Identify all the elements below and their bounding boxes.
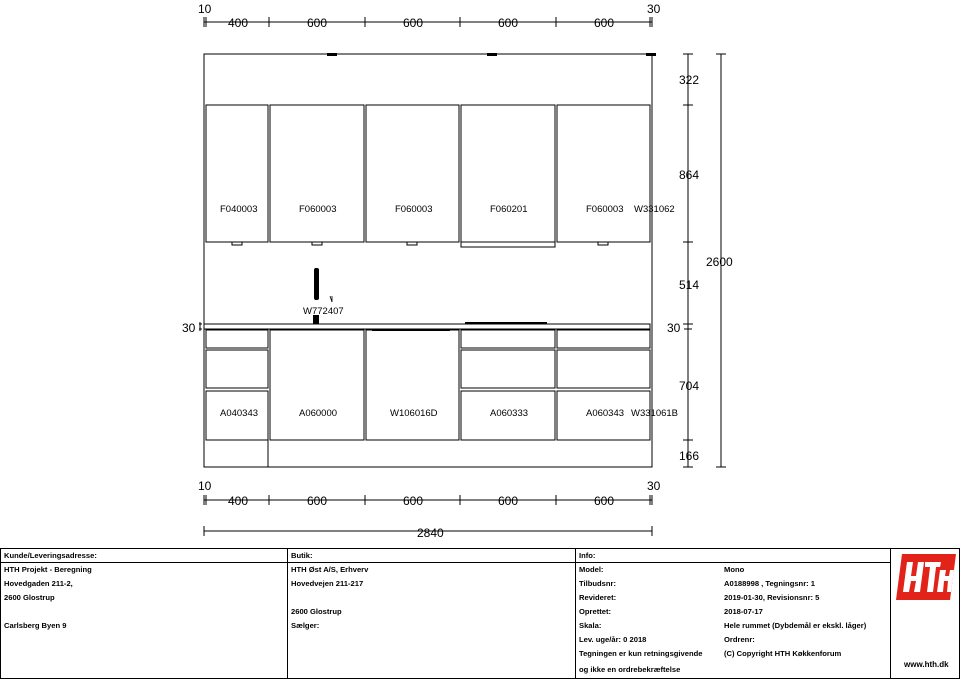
bottom-offset-left: 10 (198, 479, 212, 493)
bottom-width-5: 600 (594, 494, 615, 508)
bottom-width-2: 600 (307, 494, 328, 508)
base-drawer-4a (461, 330, 555, 348)
base-unit-code: W106016D (390, 408, 438, 419)
wall-unit-code: F040003 (220, 204, 258, 215)
bottom-offset-right: 30 (647, 479, 661, 493)
wall-cabinet-2 (270, 105, 364, 242)
wall-cabinet-1 (206, 105, 268, 242)
room-outline (204, 54, 652, 467)
website-link[interactable]: www.hth.dk (904, 660, 949, 669)
bottom-width-4: 600 (498, 494, 519, 508)
info-header: Info: (579, 551, 596, 560)
bottom-width-1: 400 (228, 494, 249, 508)
base-drawer-5a (557, 330, 650, 348)
wall-cabinet-4 (461, 105, 555, 242)
wall-side-panel-code: W331062 (634, 204, 675, 215)
wall-cabinet-5 (557, 105, 650, 242)
note-line: og ikke en ordrebekræftelse (579, 665, 681, 674)
ceiling-fixture-2 (487, 53, 497, 56)
customer-line: Carlsberg Byen 9 (4, 621, 67, 630)
base-unit-code: A060000 (299, 408, 338, 419)
top-offset-left: 10 (198, 2, 212, 16)
customer-line: 2600 Glostrup (4, 593, 55, 602)
sink-edge (372, 329, 450, 331)
top-width-1: 400 (228, 16, 249, 30)
customer-line: Hovedgaden 211-2, (4, 579, 73, 588)
base-unit-code: A060343 (586, 408, 625, 419)
base-cabinet-2 (270, 330, 364, 440)
base-drawer-4b (461, 350, 555, 388)
ceiling-fixture-1 (327, 53, 337, 56)
order-label: Ordrenr: (724, 635, 755, 644)
bottom-width-3: 600 (403, 494, 424, 508)
ceiling-fixture-3 (646, 53, 656, 56)
revised-value: 2019-01-30, Revisionsnr: 5 (724, 593, 820, 602)
base-drawer-5b (557, 350, 650, 388)
shop-header: Butik: (291, 551, 313, 560)
offer-label: Tilbudsnr: (579, 579, 616, 588)
base-drawer-1b (206, 350, 268, 388)
wall-unit-code: F060003 (299, 204, 337, 215)
wall-cabinet-3 (366, 105, 459, 242)
note-line: Tegningen er kun retningsgivende (579, 649, 703, 658)
customer-header: Kunde/Leveringsadresse: (4, 551, 97, 560)
model-label: Model: (579, 565, 604, 574)
customer-line: HTH Projekt - Beregning (4, 565, 92, 574)
top-width-2: 600 (307, 16, 328, 30)
dim-wall-cabinet: 864 (679, 168, 700, 182)
copyright: (C) Copyright HTH Køkkenforum (724, 649, 842, 658)
model-value: Mono (724, 565, 745, 574)
top-width-3: 600 (403, 16, 424, 30)
dim-total-height: 2600 (706, 255, 733, 269)
title-block (0, 548, 960, 679)
dim-base-cabinet: 704 (679, 379, 700, 393)
base-cabinet-3 (366, 330, 459, 440)
top-width-5: 600 (594, 16, 615, 30)
dim-worktop-right: 30 (667, 321, 681, 335)
shop-line: Hovedvejen 211-217 (291, 579, 364, 588)
shop-line: 2600 Glostrup (291, 607, 342, 616)
shop-line: HTH Øst A/S, Erhverv (291, 565, 369, 574)
wall-unit-code: F060003 (395, 204, 433, 215)
left-worktop-dim: 30 (182, 321, 196, 335)
wall-unit-code: F060003 (586, 204, 624, 215)
created-label: Oprettet: (579, 607, 612, 616)
scale-label: Skala: (579, 621, 602, 630)
hob-edge (465, 322, 547, 324)
revised-label: Revideret: (579, 593, 617, 602)
created-value: 2018-07-17 (724, 607, 763, 616)
base-unit-code: A060333 (490, 408, 529, 419)
bottom-total-width: 2840 (417, 526, 444, 540)
dim-top-gap: 322 (679, 73, 700, 87)
salesperson-label: Sælger: (291, 621, 320, 630)
base-unit-code: A040343 (220, 408, 259, 419)
wall-unit-code: F060201 (490, 204, 528, 215)
scale-value: Hele rummet (Dybdemål er ekskl. låger) (724, 621, 867, 630)
top-width-4: 600 (498, 16, 519, 30)
base-side-panel-code: W331061B (631, 408, 679, 419)
offer-value: A0188998 , Tegningsnr: 1 (724, 579, 816, 588)
tap-code: W772407 (303, 306, 344, 317)
worktop (204, 324, 650, 329)
dim-backsplash: 514 (679, 278, 700, 292)
top-offset-right: 30 (647, 2, 661, 16)
tap-icon (314, 268, 319, 300)
delivery-label: Lev. uge/år: 0 2018 (579, 635, 647, 644)
hth-logo-icon (896, 552, 956, 602)
soap-dispenser-icon (330, 296, 332, 302)
extractor-hood (461, 242, 555, 247)
dim-plinth: 166 (679, 449, 700, 463)
base-drawer-1a (206, 330, 268, 348)
